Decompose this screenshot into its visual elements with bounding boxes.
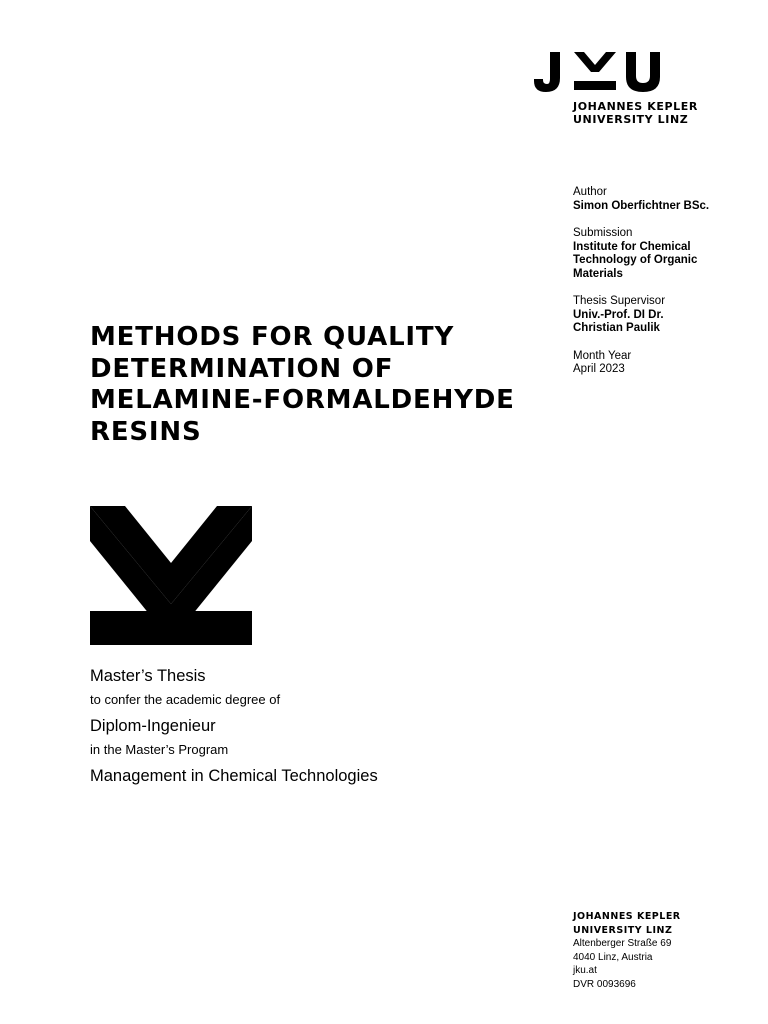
- jku-logo-mark-icon: [532, 48, 672, 94]
- university-address: [573, 910, 753, 991]
- logo-wordmark: [573, 100, 702, 126]
- meta-value: April 2023: [573, 363, 625, 375]
- meta-label: Month Year: [573, 349, 632, 362]
- meta-value: Institute for Chemical Technology of Organic Materials: [573, 240, 698, 280]
- program-name: Management in Chemical Technologies: [90, 767, 378, 785]
- meta-supervisor: [573, 295, 753, 336]
- meta-date: [573, 350, 753, 377]
- meta-label: Author: [573, 186, 607, 198]
- address-street: Altenberger Straße 69: [573, 938, 672, 949]
- thesis-meta: [573, 186, 753, 391]
- meta-label: Submission: [573, 227, 633, 239]
- logo-line-1: JOHANNES KEPLER: [573, 100, 698, 113]
- meta-value: Univ.-Prof. DI Dr. Christian Paulik: [573, 308, 664, 334]
- address-dvr: DVR 0093696: [573, 978, 636, 990]
- address-name-1: JOHANNES KEPLER: [573, 911, 681, 922]
- jku-logo: [532, 48, 702, 126]
- jku-k-emblem-icon: [90, 506, 252, 651]
- address-web: jku.at: [573, 965, 597, 976]
- meta-author: [573, 186, 753, 213]
- degree-name: Diplom-Ingenieur: [90, 717, 216, 735]
- program-intro: in the Master’s Program: [90, 742, 229, 757]
- meta-submission: [573, 227, 753, 281]
- meta-label: Thesis Supervisor: [573, 295, 666, 307]
- thesis-type: Master’s Thesis: [90, 667, 206, 685]
- logo-line-2: UNIVERSITY LINZ: [573, 113, 689, 126]
- meta-value: Simon Oberfichtner BSc.: [573, 199, 710, 212]
- address-name-2: UNIVERSITY LINZ: [573, 924, 673, 936]
- degree-block: [90, 666, 550, 786]
- thesis-title: METHODS FOR QUALITY DETERMINATION OF MELAMINE-FORMALDEHYDE RESINS: [90, 322, 515, 447]
- confer-text: to confer the academic degree of: [90, 692, 281, 707]
- address-city: 4040 Linz, Austria: [573, 951, 653, 963]
